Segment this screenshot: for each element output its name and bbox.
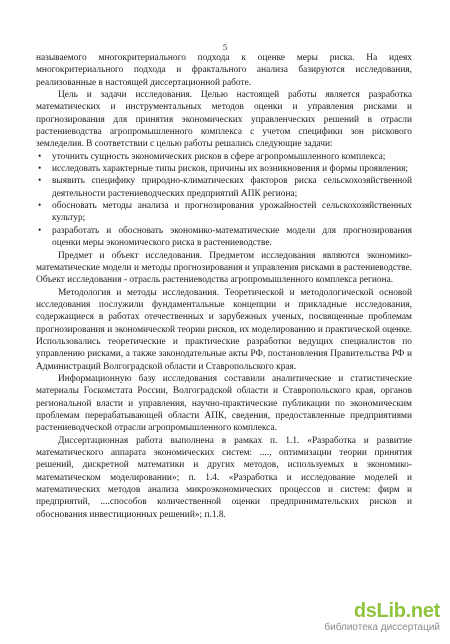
bullet-icon: • xyxy=(38,151,42,162)
paragraph-goals: Цель и задачи исследования. Целью настоящей работы является разработка математических и инструментальных методов оценки и управления рисками и прогнозирования для принятия экономических управленческих решений в отрасли растениеводства агропромышленного комплекса с учетом специфики зон рискового земледелия. В соответствии с целью работы решались следующие задачи: xyxy=(36,90,412,150)
paragraph-specialty-items: Диссертационная работа выполнена в рамках п. 1.1. «Разработка и развитие математического аппарата экономических систем: ...., оптимизации теории принятия решений, дискретной математики и других методов, используемых в экономико-математическом моделировании»; п. 1.4. «Разработка и исследование моделей и математических методов анализа микроэкономических процессов и систем: фирм и предприятий, ....способов количественной оценки предпринимательских рисков и обоснования инвестиционных решений»; п.1.8. xyxy=(36,435,412,520)
bullet-icon: • xyxy=(38,201,42,212)
document-body xyxy=(36,52,412,521)
bullet-icon: • xyxy=(38,176,42,187)
task-list xyxy=(36,151,412,250)
page-number: 5 xyxy=(222,42,228,52)
watermark-caption: библиотека диссертаций xyxy=(324,622,440,633)
watermark xyxy=(290,600,440,634)
paragraph-information-base: Информационную базу исследования составили аналитические и статистические материалы Госкомстата России, Волгоградской области и Ставропольского края, органов региональной власти и управления, научно-практические публикации по экономическим проблемам перерабатывающей области АПК, сведения, предоставленные предприятиями растениеводческой отрасли агропромышленного комплекса. xyxy=(36,373,412,434)
watermark-logo: dsLib.net xyxy=(353,600,440,622)
bullet-icon: • xyxy=(38,164,42,175)
task-item: • выявить специфику природно-климатических факторов риска сельскохозяйственной деятельности растениеводческих предприятий АПК региона; xyxy=(38,176,412,199)
paragraph-methodology: Методология и методы исследования. Теоретической и методологической основой исследования послужили фундаментальные концепции и прикладные исследования, содержащиеся в работах отечественных и зарубежных ученых, посвященные проблемам прогнозирования и экономической теории рисков, их моделированию и практической оценке. Использовались теоретические и практические разработки ведущих специалистов по управлению рисками, а также законодательные акты РФ, постановления Правительства РФ и Администраций Волгоградской области и Ставропольского края. xyxy=(36,287,412,372)
task-item: • уточнить сущность экономических рисков в сфере агропромышленного комплекса; xyxy=(38,151,386,162)
paragraph-subject-object: Предмет и объект исследования. Предметом исследования являются экономико-математические модели и методы прогнозирования и управления рисками в растениеводстве. Объект исследования - отрасль растениеводства агропромышленного комплекса региона. xyxy=(36,250,412,286)
bullet-icon: • xyxy=(38,225,42,236)
paragraph-continuation: называемого многокритериального подхода к оценке меры риска. На идеях многокритериального подхода и фрактального анализа базируются исследования, реализованные в настоящей диссертационной работе. xyxy=(36,53,412,88)
task-item: • обосновать методы анализа и прогнозирования урожайностей сельскохозяйственных культур; xyxy=(38,201,412,224)
task-item: • исследовать характерные типы рисков, причины их возникновения и формы проявления; xyxy=(38,164,409,175)
task-item: • разработать и обосновать экономико-математические модели для прогнозирования оценки меры экономического риска в растениеводстве. xyxy=(38,225,412,249)
